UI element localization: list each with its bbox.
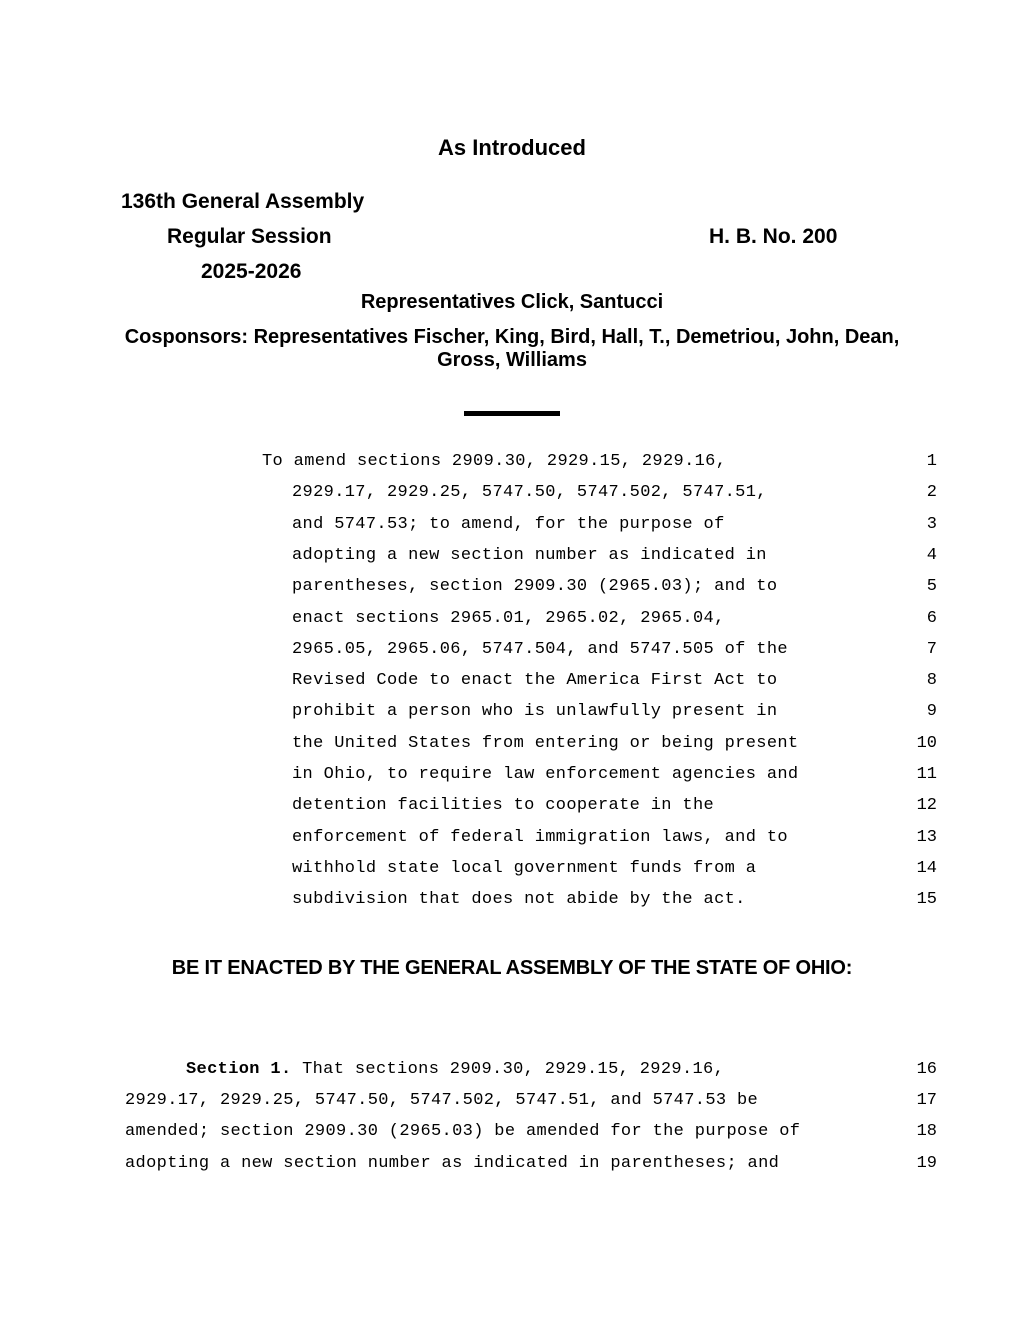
title-line: 2965.05, 2965.06, 5747.504, and 5747.505 of the	[292, 639, 788, 659]
title-line: in Ohio, to require law enforcement agencies and	[292, 765, 799, 784]
line-number: 4	[926, 545, 937, 565]
bill-number: H. B. No. 200	[709, 225, 838, 248]
title-line: subdivision that does not abide by the act.	[292, 890, 746, 910]
section-label: Section 1.	[186, 1060, 292, 1079]
line-number: 6	[926, 608, 937, 628]
title-line: Revised Code to enact the America First Act to	[292, 671, 778, 691]
section-line: amended; section 2909.30 (2965.03) be amended for the purpose of	[125, 1122, 801, 1142]
line-number: 9	[926, 702, 937, 722]
title-line: and 5747.53; to amend, for the purpose of	[292, 514, 725, 534]
line-number: 10	[916, 733, 937, 753]
line-number: 3	[926, 514, 937, 534]
section-line: 2929.17, 2929.25, 5747.50, 5747.502, 5747.51, and 5747.53 be	[125, 1091, 759, 1110]
line-number: 11	[916, 765, 937, 784]
session-type: Regular Session	[167, 225, 332, 248]
title-line: adopting a new section number as indicated in	[292, 545, 767, 565]
status-heading: As Introduced	[438, 135, 586, 160]
line-number: 18	[916, 1122, 937, 1142]
title-line: 2929.17, 2929.25, 5747.50, 5747.502, 5747.51,	[292, 483, 767, 503]
title-line: prohibit a person who is unlawfully present in	[292, 702, 778, 722]
general-assembly: 136th General Assembly	[121, 190, 365, 213]
title-line: enact sections 2965.01, 2965.02, 2965.04,	[292, 608, 725, 628]
session-years: 2025-2026	[201, 260, 302, 283]
cosponsors-line-2: Gross, Williams	[437, 349, 587, 371]
title-line: parentheses, section 2909.30 (2965.03); and to	[292, 577, 778, 597]
line-number: 7	[926, 639, 937, 659]
title-line: the United States from entering or being present	[292, 733, 799, 753]
line-number: 2	[926, 483, 937, 503]
section-1-first-line	[186, 1060, 724, 1079]
enacting-clause: BE IT ENACTED BY THE GENERAL ASSEMBLY OF THE STATE OF OHIO:	[171, 957, 853, 979]
title-line: To amend sections 2909.30, 2929.15, 2929.16,	[262, 452, 727, 471]
title-line: withhold state local government funds from a	[292, 858, 757, 878]
cosponsors-line-1: Cosponsors: Representatives Fischer, King, Bird, Hall, T., Demetriou, John, Dean,	[124, 326, 900, 348]
line-number: 19	[916, 1153, 937, 1173]
line-number: 13	[916, 827, 937, 847]
line-number: 5	[926, 577, 937, 597]
section-line: adopting a new section number as indicated in parentheses; and	[125, 1153, 780, 1173]
sponsors: Representatives Click, Santucci	[360, 291, 664, 313]
title-line: detention facilities to cooperate in the	[292, 796, 715, 816]
line-number: 8	[926, 671, 937, 691]
line-number: 12	[916, 796, 937, 816]
divider	[464, 411, 560, 416]
line-number: 16	[916, 1060, 937, 1079]
line-number: 14	[916, 858, 937, 878]
section-1-text: That sections 2909.30, 2929.15, 2929.16,	[291, 1060, 725, 1079]
line-number: 17	[916, 1091, 937, 1110]
title-line: enforcement of federal immigration laws, and to	[292, 827, 788, 847]
line-number: 1	[926, 452, 937, 471]
line-number: 15	[916, 890, 937, 910]
